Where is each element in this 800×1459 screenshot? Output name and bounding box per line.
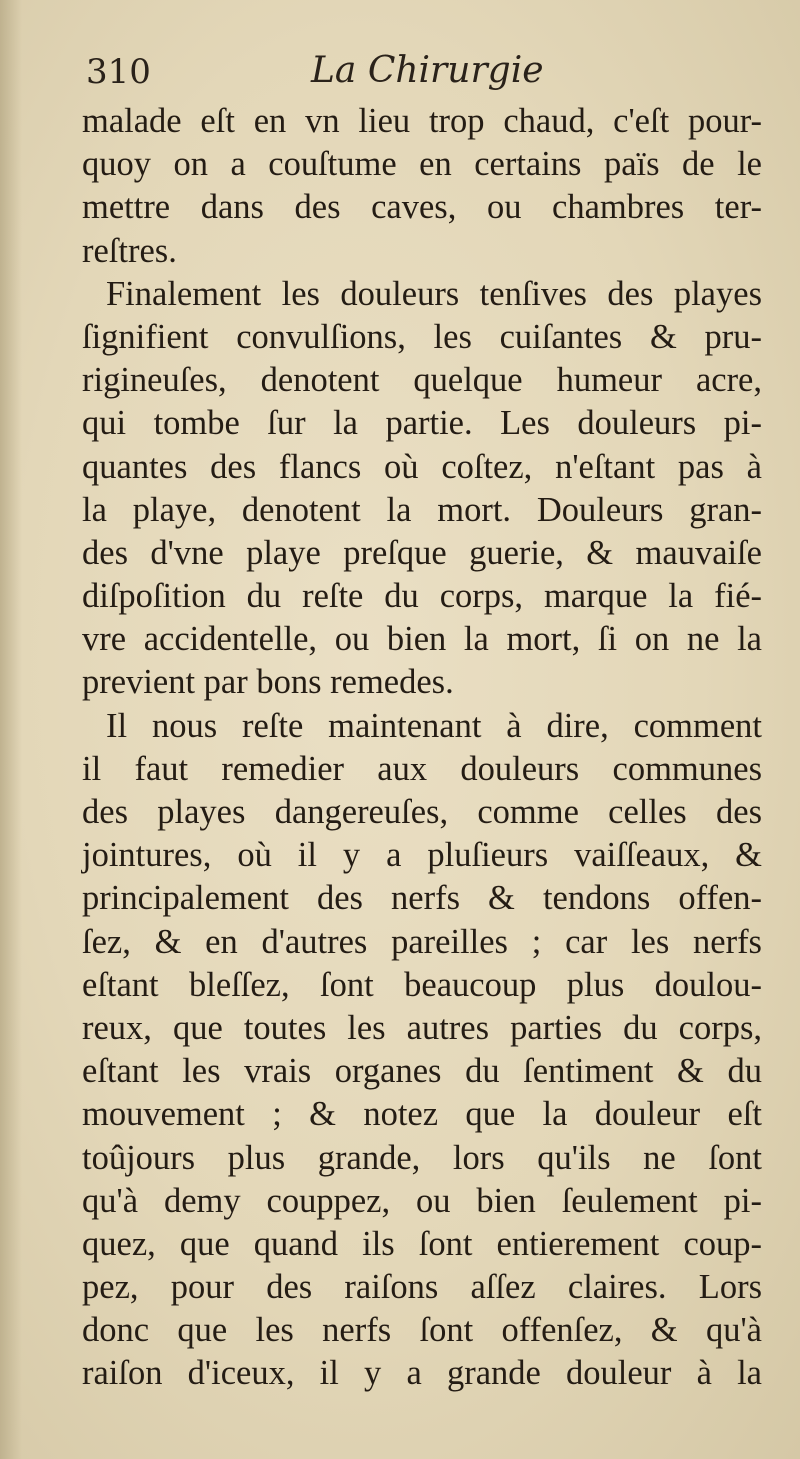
text-line: qui tombe ſur la partie. Les douleurs pi- [82,404,762,443]
text-line: donc que les nerfs ſont offenſez, & qu'à [82,1311,762,1350]
body-text [82,100,762,1396]
text-line: jointures, où il y a pluſieurs vaiſſeaux, & [82,836,762,875]
text-line: qu'à demy couppez, ou bien ſeulement pi- [82,1181,762,1220]
text-line: quantes des flancs où coſtez, n'eſtant pas à [82,447,762,486]
page-gutter-shadow [0,0,22,1459]
text-line: eſtant bleſſez, ſont beaucoup plus doulou- [82,965,762,1004]
text-line: reux, que toutes les autres parties du corps, [82,1008,762,1047]
text-line: mouvement ; & notez que la douleur eſt [82,1095,762,1134]
text-line: malade eſt en vn lieu trop chaud, c'eſt pour- [82,102,762,140]
text-line: la playe, denotent la mort. Douleurs gran- [82,490,762,529]
text-line: quoy on a couſtume en certains païs de le [82,145,762,184]
text-line: il faut remedier aux douleurs communes [82,749,762,788]
text-line: des playes dangereuſes, comme celles des [82,793,762,831]
text-line: previent par bons remedes. [82,663,454,702]
text-line: diſpoſition du reſte du corps, marque la fié- [82,577,762,616]
page-number: 310 [86,52,151,92]
text-line: des d'vne playe preſque guerie, & mauvaiſe [82,533,762,572]
text-line: raiſon d'iceux, il y a grande douleur à la [82,1354,762,1393]
text-line: eſtant les vrais organes du ſentiment & du [82,1052,762,1091]
text-line: ſez, & en d'autres pareilles ; car les nerfs [82,922,762,961]
text-line: quez, que quand ils ſont entierement coup- [82,1224,762,1263]
text-line: principalement des nerfs & tendons offen- [82,879,762,918]
text-line: toûjours plus grande, lors qu'ils ne ſont [82,1138,762,1177]
running-title: La Chirurgie [311,50,544,91]
text-line: vre accidentelle, ou bien la mort, ſi on ne la [82,620,762,659]
text-line: ſignifient convulſions, les cuiſantes & pru- [82,317,762,356]
text-line: rigineuſes, denotent quelque humeur acre, [82,361,762,400]
running-head [86,50,746,100]
text-line: pez, pour des raiſons aſſez claires. Lors [82,1268,762,1307]
text-line: mettre dans des caves, ou chambres ter- [82,188,762,227]
paragraph-start-line: Il nous reſte maintenant à dire, comment [106,706,762,745]
text-line: reſtres. [82,231,177,270]
paragraph-start-line: Finalement les douleurs tenſives des playes [106,274,762,313]
